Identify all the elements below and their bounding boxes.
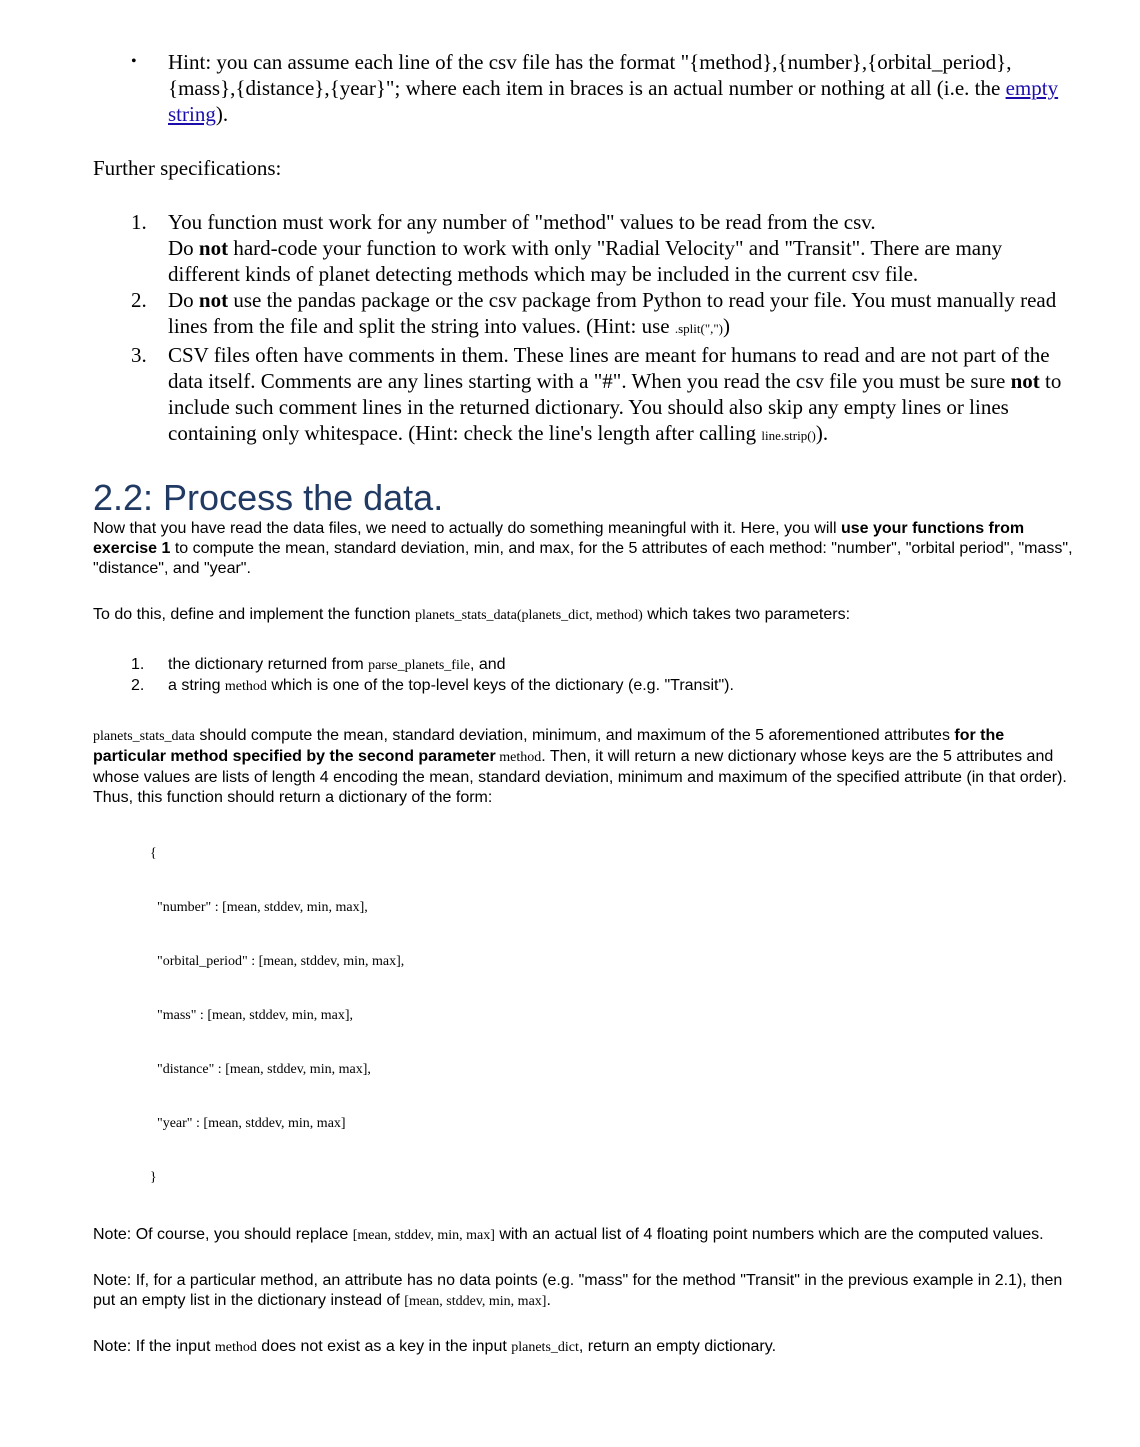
code-line: "number" : [mean, stddev, min, max], bbox=[157, 900, 368, 915]
spec-item-3: 3. CSV files often have comments in them. These lines are meant for humans to read and are not part of the data itself. Comments are any lines starting with a "#". When you read the csv file you must be sure not to include such comment lines in the returned dictionary. You should also skip any empty lines or lines containing only whitespace. (Hint: check the line's length after calling line.strip()). bbox=[131, 343, 1062, 445]
section-heading: 2.2: Process the data. bbox=[93, 477, 444, 518]
code-line: "year" : [mean, stddev, min, max] bbox=[157, 1116, 346, 1131]
note-replace: Note: Of course, you should replace [mean, stddev, min, max] with an actual list of 4 floating point numbers which are the computed values. bbox=[93, 1226, 1044, 1243]
empty-string-link[interactable]: empty string bbox=[168, 76, 1059, 126]
intro-paragraph: Now that you have read the data files, we need to actually do something meaningful with it. Here, you will use your functions from exercise 1 to compute the mean, standard deviation, min, and max, for the 5 attributes of each method: "number", "orbital period", "mass", "distance", and "year". bbox=[93, 520, 1073, 577]
code-line: } bbox=[150, 1170, 157, 1185]
note-missing-method: Note: If the input method does not exist as a key in the input planets_dict, return an empty dictionary. bbox=[93, 1338, 777, 1355]
hint-bullet-item: • Hint: you can assume each line of the csv file has the format "{method},{number},{orbital_period},{mass},{distance},{year}"; where each item in braces is an actual number or nothing at all (i.e. the empty string). bbox=[131, 50, 1059, 126]
code-line: { bbox=[150, 846, 157, 861]
bullet-icon: • bbox=[131, 53, 137, 70]
function-paragraph: To do this, define and implement the function planets_stats_data(planets_dict, method) which takes two parameters: bbox=[93, 606, 851, 623]
spec-item-2: 2. Do not use the pandas package or the csv package from Python to read your file. You must manually read lines from the file and split the string into values. (Hint: use .split(",")) bbox=[131, 288, 1057, 338]
note-empty-list: Note: If, for a particular method, an attribute has no data points (e.g. "mass" for the method "Transit" in the previous example in 2.1), then put an empty list in the dictionary instead of [mean, stddev, min, max]. bbox=[93, 1272, 1063, 1309]
code-example bbox=[93, 844, 1073, 1188]
spec-item-1: 1. You function must work for any number of "method" values to be read from the csv. Do not hard-code your function to work with only "Radial Velocity" and "Transit". There are many different kinds of planet detecting methods which may be included in the current csv file. bbox=[131, 210, 1003, 286]
inline-code: .split(",") bbox=[674, 321, 724, 336]
code-line: "mass" : [mean, stddev, min, max], bbox=[157, 1008, 353, 1023]
inline-code: planets_stats_data(planets_dict, method) bbox=[414, 608, 643, 623]
further-specifications-label: Further specifications: bbox=[93, 156, 282, 180]
param-item-2: 2. a string method which is one of the top-level keys of the dictionary (e.g. "Transit"). bbox=[131, 677, 734, 694]
param-item-1: 1. the dictionary returned from parse_planets_file, and bbox=[131, 656, 506, 673]
inline-code: line.strip() bbox=[761, 428, 816, 443]
description-paragraph: planets_stats_data should compute the mean, standard deviation, minimum, and maximum of the 5 aforementioned attributes for the particular method specified by the second parameter method. Then, it will return a new dictionary whose keys are the 5 attributes and whose values are lists of length 4 encoding the mean, standard deviation, minimum and maximum of the specified attribute (in that order). Thus, this function should return a dictionary of the form: bbox=[93, 727, 1067, 806]
code-line: "distance" : [mean, stddev, min, max], bbox=[157, 1062, 371, 1077]
code-line: "orbital_period" : [mean, stddev, min, max], bbox=[157, 954, 405, 969]
